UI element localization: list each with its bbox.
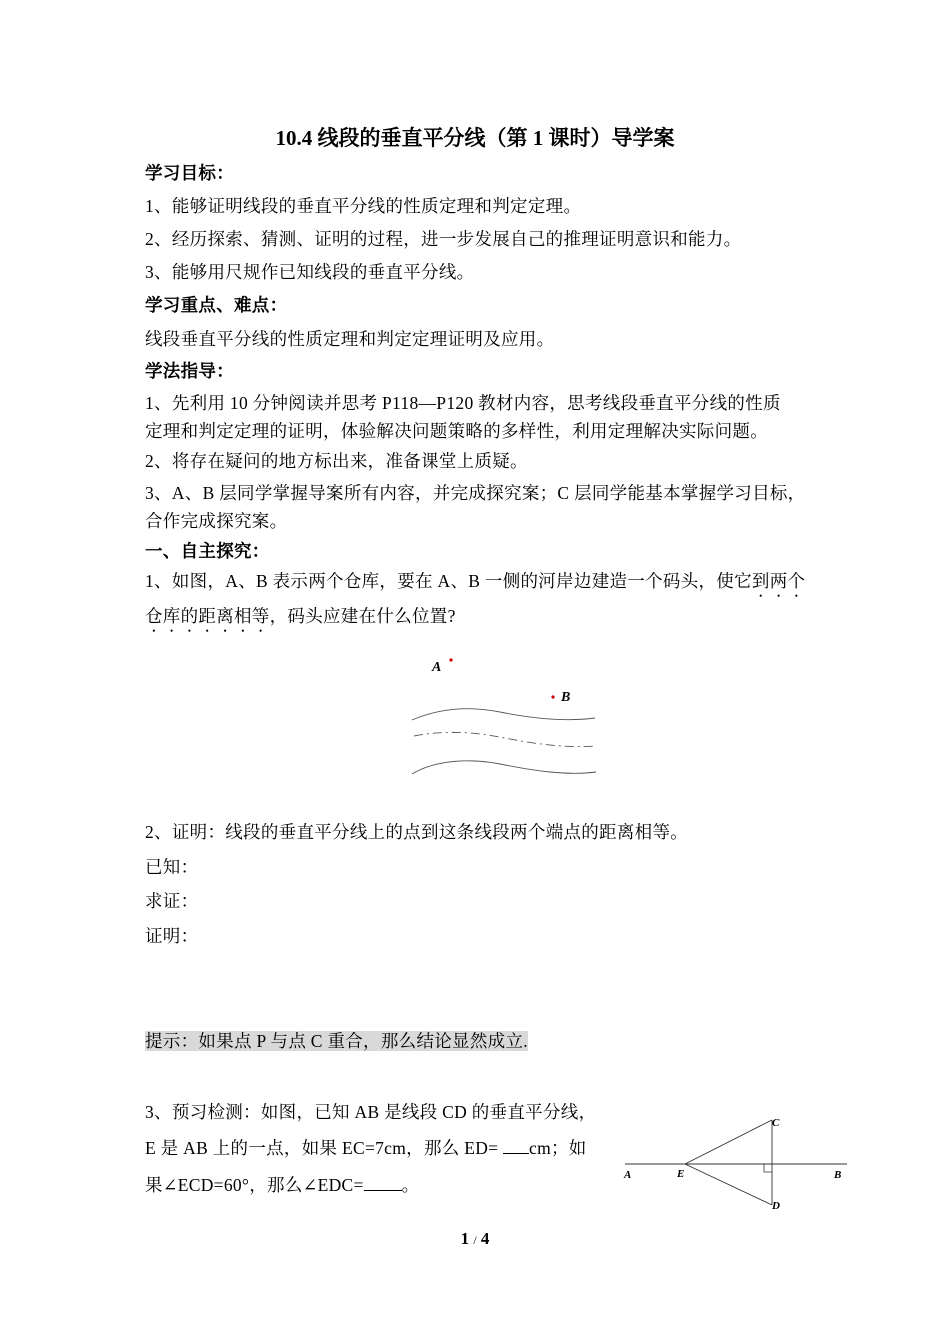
riverbank-top: [412, 709, 595, 720]
goal-item: 1、能够证明线段的垂直平分线的性质定理和判定定理。: [145, 196, 582, 216]
question-1-line-2: [145, 603, 456, 636]
page-number: [0, 1229, 950, 1249]
goal-item: 3、能够用尺规作已知线段的垂直平分线。: [145, 262, 475, 282]
question-3-text: cm；如: [529, 1138, 587, 1158]
question-1-line-1: [145, 568, 805, 601]
explore-heading: 一、自主探究：: [145, 541, 270, 561]
question-3-text: E 是 AB 上的一点，如果 EC=7cm，那么 ED=: [145, 1138, 504, 1158]
prove-label: 求证：: [145, 891, 199, 911]
total-pages: 4: [480, 1229, 490, 1248]
method-item-1-line-2: 定理和判定定理的证明，体验解决问题策略的多样性，利用定理解决实际问题。: [145, 421, 768, 441]
proof-label: 证明：: [145, 926, 199, 946]
point-b-label: B: [834, 1169, 842, 1181]
point-e-label: E: [677, 1168, 685, 1180]
method-item-2: 2、将存在疑问的地方标出来，准备课堂上质疑。: [145, 451, 528, 471]
river-centerline: [414, 732, 595, 746]
point-a-dot: [449, 658, 452, 661]
right-angle-mark: [764, 1164, 772, 1172]
answer-blank-angle[interactable]: [364, 1173, 402, 1191]
answer-blank-ed[interactable]: [503, 1136, 529, 1154]
point-b-dot: [551, 695, 554, 698]
method-item-3-line-1: 3、A、B 层同学掌握导案所有内容，并完成探究案；C 层同学能基本掌握学习目标，: [145, 483, 806, 503]
riverbank-bottom: [412, 761, 596, 774]
question-3-line-3: [145, 1172, 419, 1197]
question-1-text: 1、如图，A、B 表示两个仓库，要在 A、B 一侧的河岸边建造一个码头，使它: [145, 571, 752, 591]
point-b-label: B: [561, 690, 571, 705]
emphasized-text: 仓库的距离相等: [145, 606, 270, 626]
current-page: 1: [460, 1229, 470, 1248]
goals-heading: 学习目标：: [145, 163, 234, 183]
point-a-label: A: [432, 660, 442, 675]
hint-text: 提示：如果点 P 与点 C 重合，那么结论显然成立.: [145, 1031, 528, 1051]
hint-line: [145, 1028, 528, 1053]
river-figure: [400, 650, 610, 785]
method-item-3-line-2: 合作完成探究案。: [145, 511, 288, 531]
goal-item: 2、经历探索、猜测、证明的过程，进一步发展自己的推理证明意识和能力。: [145, 229, 742, 249]
segment-ec: [685, 1120, 772, 1164]
method-item-1-line-1: 1、先利用 10 分钟阅读并思考 P118—P120 教材内容，思考线段垂直平分线的性质: [145, 393, 781, 413]
point-a-label: A: [624, 1169, 632, 1181]
point-d-label: D: [772, 1200, 780, 1212]
page-separator: /: [473, 1233, 477, 1247]
question-3-line-1: 3、预习检测：如图，已知 AB 是线段 CD 的垂直平分线，: [145, 1102, 597, 1122]
geometry-figure: [615, 1110, 855, 1215]
known-label: 已知：: [145, 857, 199, 877]
point-c-label: C: [772, 1117, 780, 1129]
question-3-text: 果∠ECD=60°，那么∠EDC=: [145, 1175, 364, 1195]
key-points-heading: 学习重点、难点：: [145, 295, 288, 315]
question-2: 2、证明：线段的垂直平分线上的点到这条线段两个端点的距离相等。: [145, 822, 689, 842]
question-3-text: 。: [401, 1175, 420, 1195]
segment-ed: [685, 1164, 772, 1205]
question-1-text: ，码头应建在什么位置?: [269, 606, 456, 626]
page-title: 10.4 线段的垂直平分线（第 1 课时）导学案: [275, 126, 675, 150]
question-3-line-2: [145, 1135, 587, 1160]
key-points-text: 线段垂直平分线的性质定理和判定定理证明及应用。: [145, 329, 555, 349]
emphasized-text: 到两个: [751, 571, 806, 591]
method-heading: 学法指导：: [145, 361, 234, 381]
